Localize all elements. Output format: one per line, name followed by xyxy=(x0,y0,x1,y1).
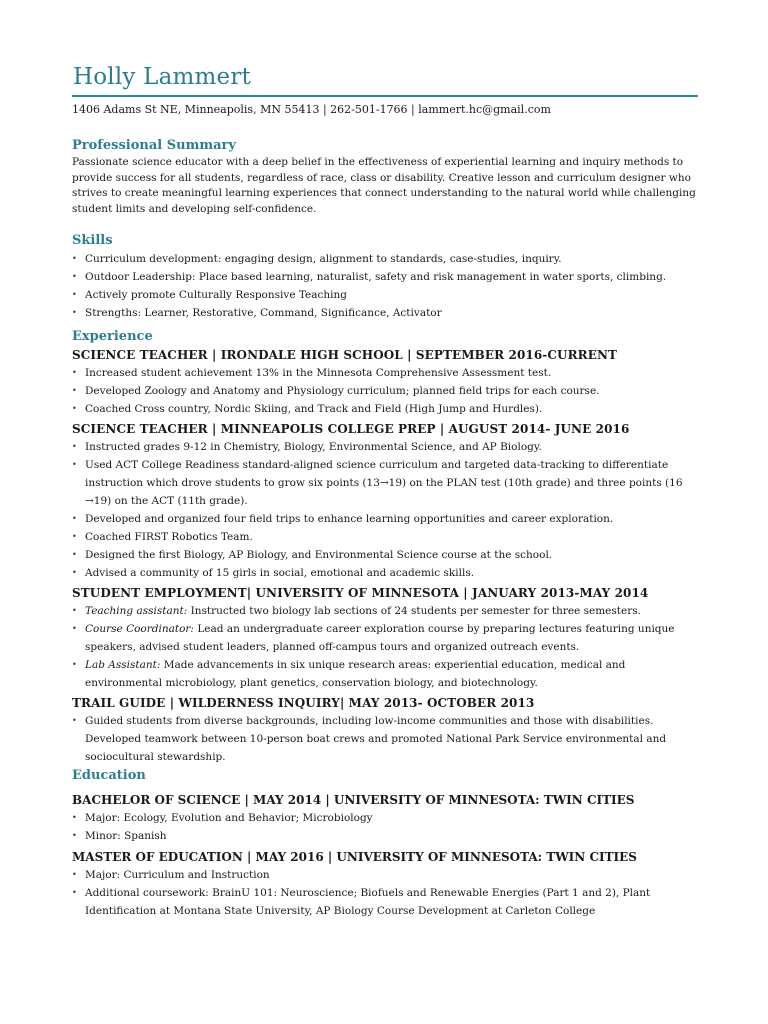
job-bullet: • Developed and organized four field trips to enhance learning opportunities and career exploration. xyxy=(72,510,698,528)
skills-list xyxy=(72,250,698,322)
degree-bullets xyxy=(72,866,698,920)
degree-bullet: • Additional coursework: BrainU 101: Neuroscience; Biofuels and Renewable Energies (Part 1 and 2), Plant Identification at Montana State University, AP Biology Course Development at Carleton College xyxy=(72,884,698,920)
skill-item: • Outdoor Leadership: Place based learning, naturalist, safety and risk management in water sports, climbing. xyxy=(72,268,698,286)
skills-heading: Skills xyxy=(72,233,113,249)
role-label: Lab Assistant: xyxy=(85,659,161,672)
job-heading: SCIENCE TEACHER | MINNEAPOLIS COLLEGE PREP | AUGUST 2014- JUNE 2016 xyxy=(72,422,630,437)
job-bullets xyxy=(72,602,698,692)
degree-heading: BACHELOR OF SCIENCE | MAY 2014 | UNIVERSITY OF MINNESOTA: TWIN CITIES xyxy=(72,793,635,808)
resume-name: Holly Lammert xyxy=(73,64,251,90)
header-rule xyxy=(72,95,698,97)
job-heading: TRAIL GUIDE | WILDERNESS INQUIRY| MAY 2013- OCTOBER 2013 xyxy=(72,696,535,711)
job-bullet: • Guided students from diverse backgrounds, including low-income communities and those with disabilities. Developed teamwork between 10-person boat crews and promoted National Park Service environmental and sociocultural stewardship. xyxy=(72,712,698,766)
summary-heading: Professional Summary xyxy=(72,138,236,153)
job-bullets xyxy=(72,364,698,418)
summary-text: Passionate science educator with a deep belief in the effectiveness of experiential learning and inquiry methods to provide success for all students, regardless of race, class or disability. Creative lesson and curriculum designer who strives to create meaningful learning experiences that connect understanding to the natural world while challenging student limits and developing self-confidence. xyxy=(72,156,696,215)
skill-item: • Strengths: Learner, Restorative, Command, Significance, Activator xyxy=(72,304,698,322)
degree-bullets xyxy=(72,809,698,845)
job-bullet: • Increased student achievement 13% in the Minnesota Comprehensive Assessment test. xyxy=(72,364,698,382)
contact-line: 1406 Adams St NE, Minneapolis, MN 55413 | 262-501-1766 | lammert.hc@gmail.com xyxy=(72,103,551,116)
job-heading: STUDENT EMPLOYMENT| UNIVERSITY OF MINNESOTA | JANUARY 2013-MAY 2014 xyxy=(72,586,649,601)
job-bullet xyxy=(72,602,698,620)
skill-item: • Actively promote Culturally Responsive Teaching xyxy=(72,286,698,304)
job-bullet: • Used ACT College Readiness standard-aligned science curriculum and targeted data-tracking to differentiate instruction which drove students to grow six points (13→19) on the PLAN test (10th grade) and three points (16 →19) on the ACT (11th grade). xyxy=(72,456,698,510)
job-bullet: • Coached FIRST Robotics Team. xyxy=(72,528,698,546)
job-bullet: • Developed Zoology and Anatomy and Physiology curriculum; planned field trips for each course. xyxy=(72,382,698,400)
degree-bullet: • Minor: Spanish xyxy=(72,827,698,845)
job-bullets xyxy=(72,438,698,582)
degree-heading: MASTER OF EDUCATION | MAY 2016 | UNIVERSITY OF MINNESOTA: TWIN CITIES xyxy=(72,850,637,865)
job-heading: SCIENCE TEACHER | IRONDALE HIGH SCHOOL | SEPTEMBER 2016-CURRENT xyxy=(72,348,618,363)
role-label: Course Coordinator: xyxy=(85,623,194,636)
education-heading: Education xyxy=(72,768,146,784)
role-text: Lead an undergraduate career exploration course by preparing lectures featuring unique speakers, advised student leaders, planned off-campus tours and organized outreach events. xyxy=(85,623,675,654)
job-bullet xyxy=(72,656,698,692)
role-text: Made advancements in six unique research areas: experiential education, medical and environmental microbiology, plant genetics, conservation biology, and biotechnology. xyxy=(85,659,626,690)
experience-heading: Experience xyxy=(72,329,153,345)
job-bullets xyxy=(72,712,698,766)
role-label: Teaching assistant: xyxy=(85,605,188,618)
job-bullet: • Advised a community of 15 girls in social, emotional and academic skills. xyxy=(72,564,698,582)
skill-item: • Curriculum development: engaging design, alignment to standards, case-studies, inquiry. xyxy=(72,250,698,268)
job-bullet: • Coached Cross country, Nordic Skiing, and Track and Field (High Jump and Hurdles). xyxy=(72,400,698,418)
role-text: Instructed two biology lab sections of 24 students per semester for three semesters. xyxy=(187,605,641,618)
degree-bullet: • Major: Curriculum and Instruction xyxy=(72,866,698,884)
degree-bullet: • Major: Ecology, Evolution and Behavior; Microbiology xyxy=(72,809,698,827)
job-bullet xyxy=(72,620,698,656)
job-bullet: • Designed the first Biology, AP Biology, and Environmental Science course at the school. xyxy=(72,546,698,564)
job-bullet: • Instructed grades 9-12 in Chemistry, Biology, Environmental Science, and AP Biology. xyxy=(72,438,698,456)
